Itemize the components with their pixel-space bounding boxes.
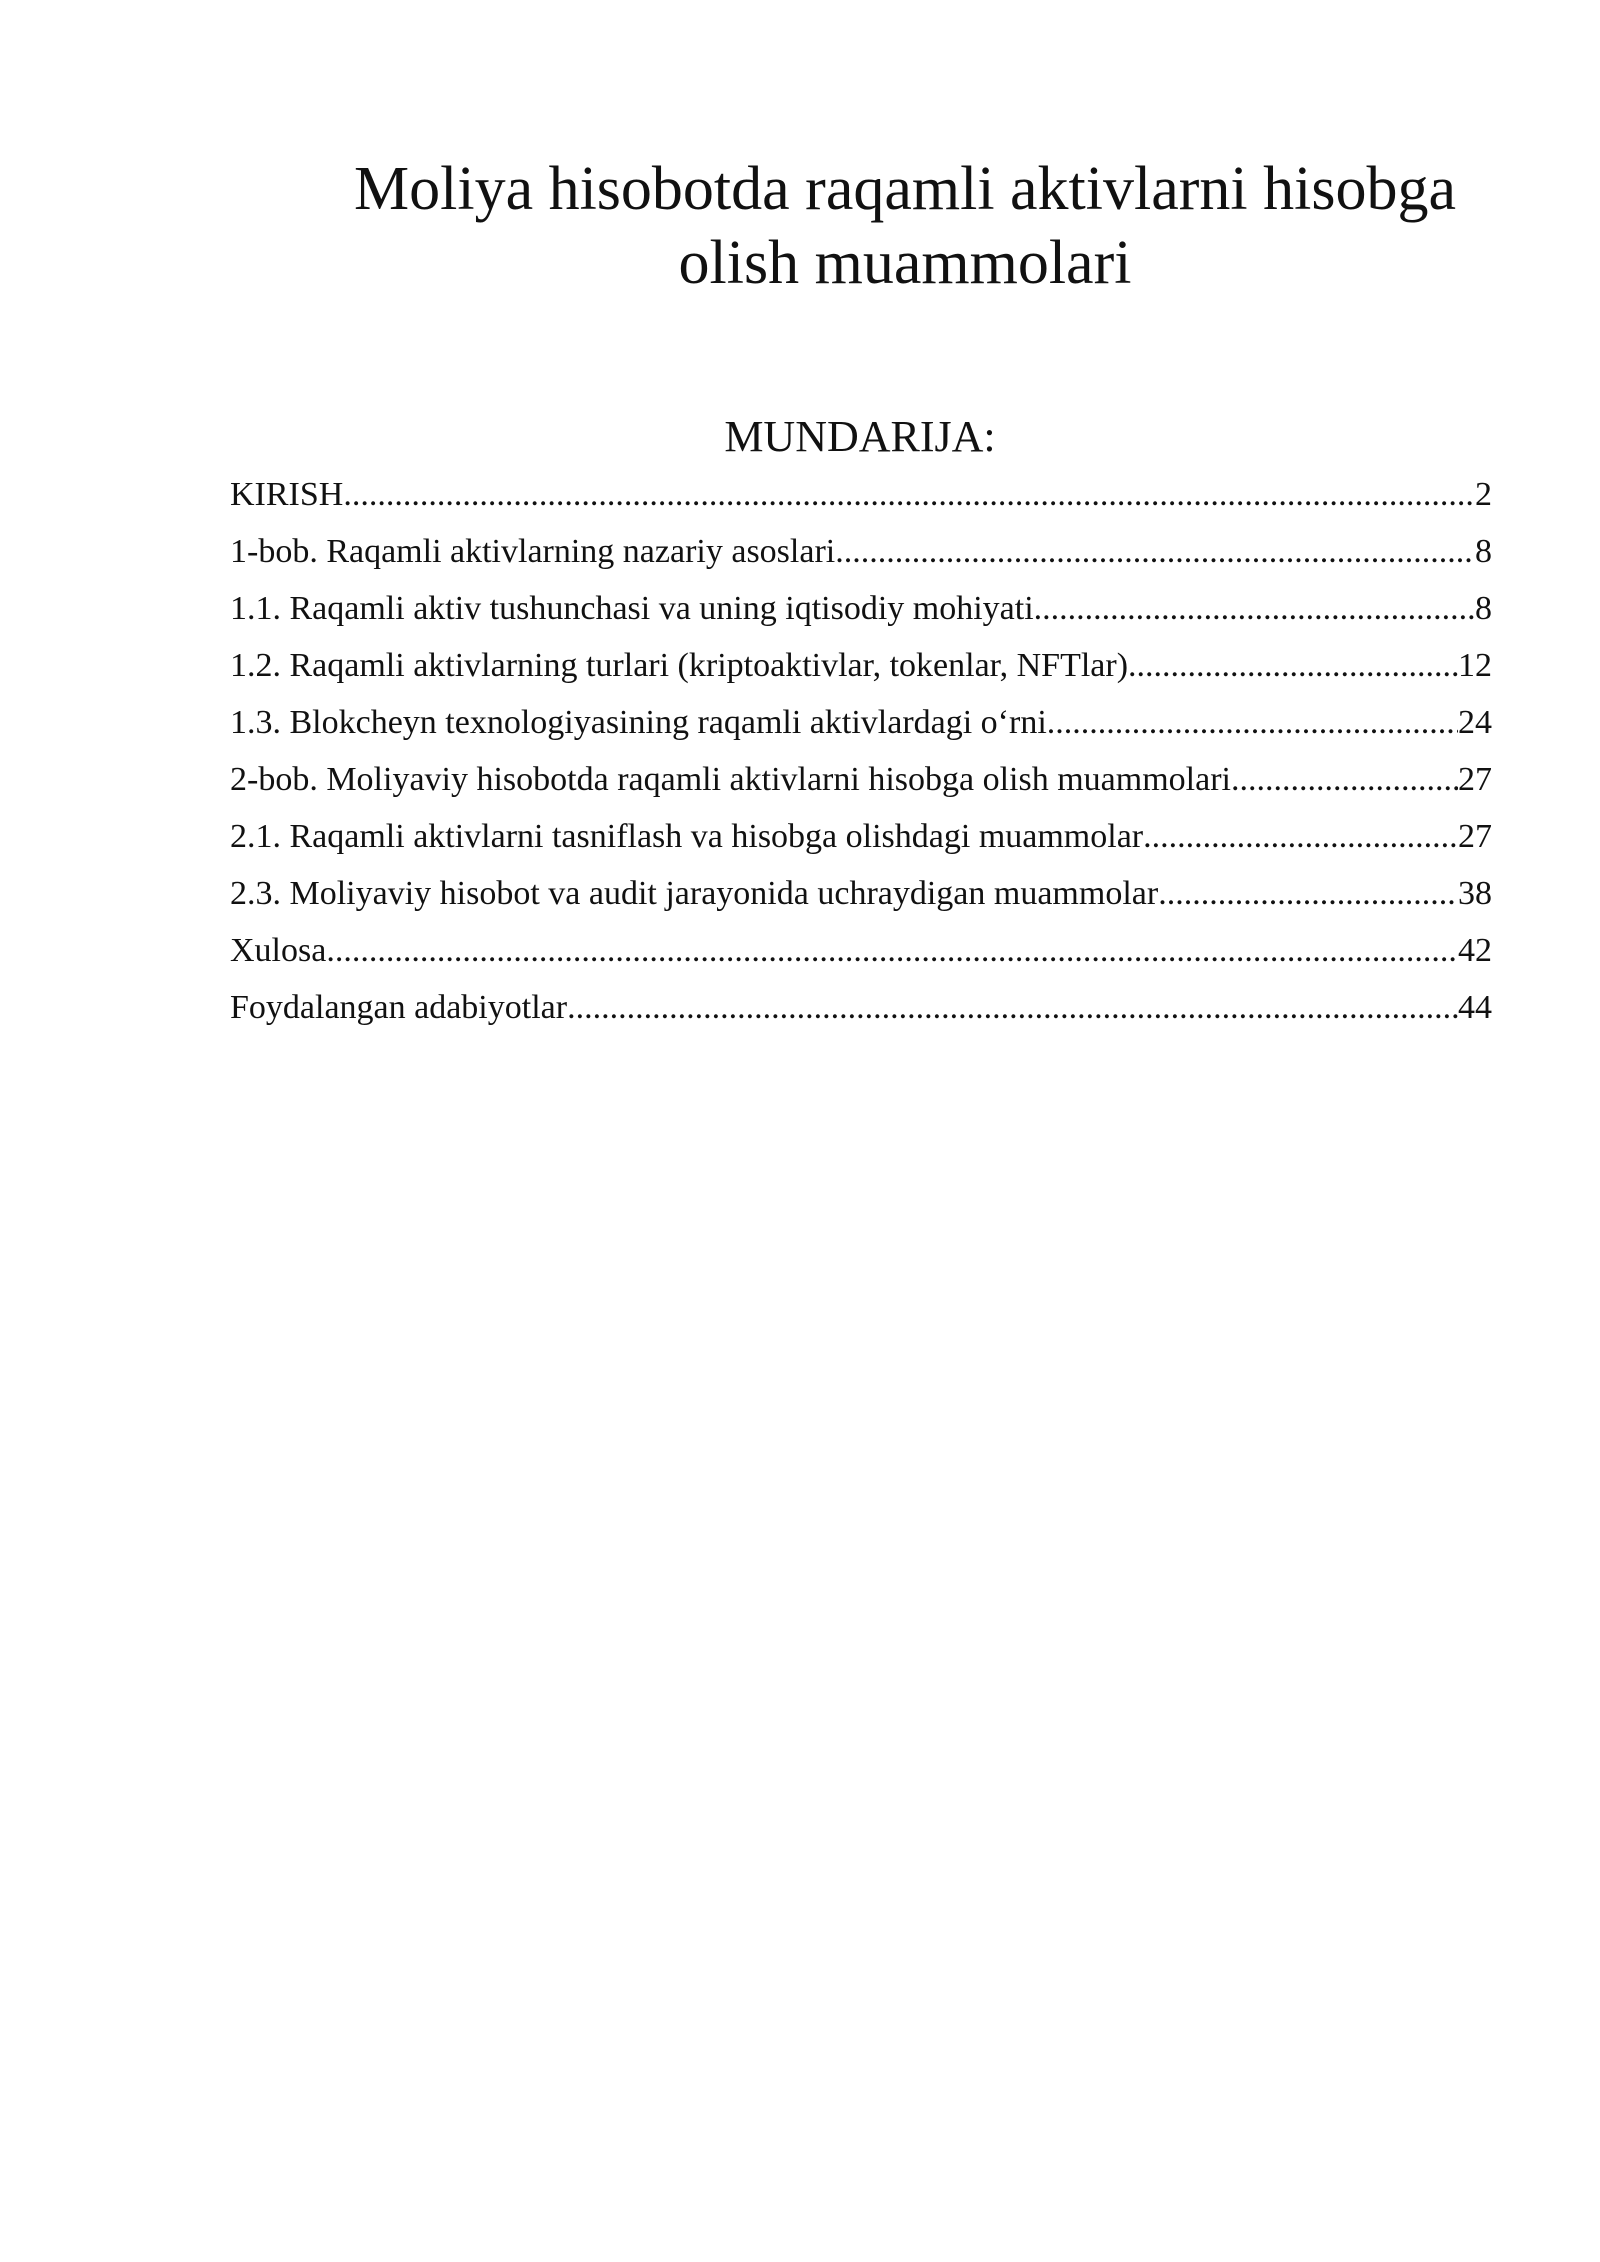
toc-entry-label: 1.2. Raqamli aktivlarning turlari (kriptoaktivlar, tokenlar, NFTlar) [230,647,1129,684]
toc-entry-xulosa[interactable] [230,922,1492,979]
toc-dot-leader [1128,637,1458,694]
toc-entry-page: 27 [1458,761,1492,798]
toc-entry-page: 42 [1458,932,1492,969]
toc-entry-page: 2 [1475,476,1492,513]
toc-entry-page: 44 [1458,989,1492,1026]
toc-entry-page: 27 [1458,818,1492,855]
toc-entry-page: 12 [1458,647,1492,684]
toc-entry-label: KIRISH [230,476,344,513]
toc-dot-leader [343,466,1475,523]
toc-entry-section-1-1[interactable] [230,580,1492,637]
toc-entry-chapter-1[interactable] [230,523,1492,580]
toc-entry-label: 2.1. Raqamli aktivlarni tasniflash va hisobga olishdagi muammolar [230,818,1144,855]
toc-dot-leader [1231,751,1458,808]
toc-entry-page: 38 [1458,875,1492,912]
toc-dot-leader [1143,808,1458,865]
toc-dot-leader [1034,580,1475,637]
toc-entry-label: 1-bob. Raqamli aktivlarning nazariy asoslari [230,533,836,570]
toc-dot-leader [1158,865,1458,922]
toc-entry-label: Foydalangan adabiyotlar [230,989,568,1026]
toc-entry-page: 8 [1475,533,1492,570]
toc-entry-section-1-3[interactable] [230,694,1492,751]
toc-dot-leader [567,979,1458,1036]
toc-entry-section-2-1[interactable] [230,808,1492,865]
toc-dot-leader [326,922,1458,979]
toc-heading: MUNDARIJA: [724,412,996,461]
toc-entry-label: 1.1. Raqamli aktiv tushunchasi va uning iqtisodiy mohiyati [230,590,1034,627]
toc-entry-adabiyotlar[interactable] [230,979,1492,1036]
toc-dot-leader [835,523,1475,580]
toc-entry-section-2-3[interactable] [230,865,1492,922]
toc-entry-label: 2.3. Moliyaviy hisobot va audit jarayonida uchraydigan muammolar [230,875,1159,912]
toc-entry-page: 8 [1475,590,1492,627]
toc-entry-chapter-2[interactable] [230,751,1492,808]
table-of-contents [230,466,1492,1036]
toc-entry-label: 2-bob. Moliyaviy hisobotda raqamli aktivlarni hisobga olish muammolari [230,761,1231,798]
toc-entry-label: 1.3. Blokcheyn texnologiyasining raqamli aktivlardagi o‘rni [230,704,1047,741]
toc-entry-page: 24 [1458,704,1492,741]
toc-entry-section-1-2[interactable] [230,637,1492,694]
toc-entry-kirish[interactable] [230,466,1492,523]
document-title: Moliya hisobotda raqamli aktivlarni hisobga olish muammolari [353,155,1456,297]
toc-dot-leader [1047,694,1458,751]
toc-entry-label: Xulosa [230,932,327,969]
